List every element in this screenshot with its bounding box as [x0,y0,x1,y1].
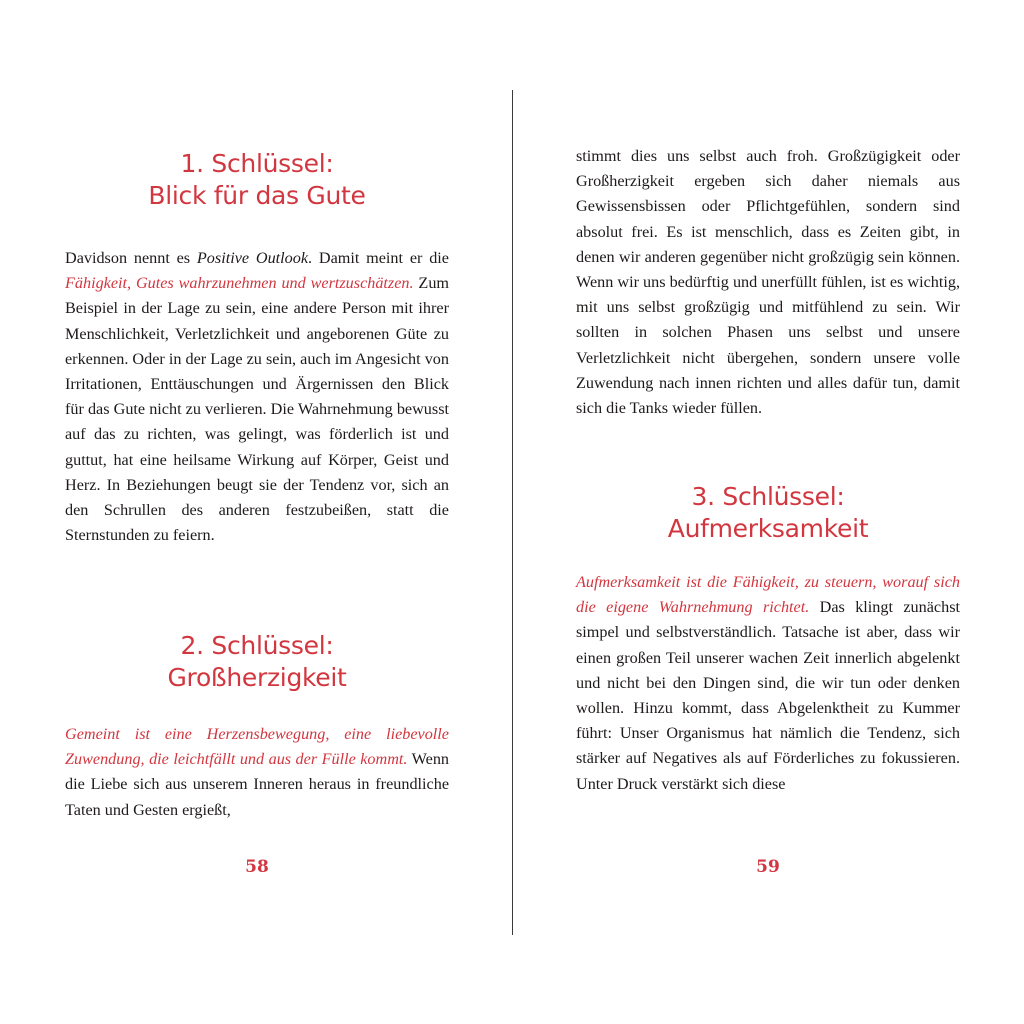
heading-key-1 [65,148,449,212]
paragraph-key-3 [576,570,960,797]
paragraph-italic-term: Positive Outlook [196,249,309,267]
paragraph-key-1 [65,246,449,548]
paragraph-text: Das klingt zunächst simpel und selbstverständlich. Tatsache ist aber, dass wir einen großen Teil unserer wachen Zeit innerlich abgelenkt und nicht bei den Dingen sind, die wir tun oder denken wollen. Hinzu kommt, dass Abgelenktheit zu Kummer führt: Unser Organismus hat nämlich die Tendenz, sich stärker auf Negatives als auf Förderliches zu fokussieren. Unter Druck verstärkt sich diese [576,598,960,793]
paragraph-text: Wenn die Liebe sich aus unserem Inneren heraus in freundliche Taten und Gesten ergießt, [65,750,450,819]
heading-key-2-title: Großherzigkeit [167,663,347,692]
heading-key-3 [576,481,960,545]
paragraph-text: . Damit meint er die [308,249,449,267]
paragraph-emphasis: Fähigkeit, Gutes wahrzunehmen und wertzuschätzen. [65,274,414,293]
paragraph-emphasis: Aufmerksamkeit ist die Fähigkeit, zu steuern, worauf sich die eigene Wahrnehmung richtet. [576,573,960,617]
heading-key-1-title: Blick für das Gute [148,181,366,210]
book-gutter-line [512,90,513,935]
page-number-right: 59 [756,857,780,877]
heading-key-3-title: Aufmerksamkeit [667,514,869,543]
paragraph-text: Davidson nennt es [65,249,197,267]
heading-key-2 [65,630,449,694]
paragraph-text: Zum Beispiel in der Lage zu sein, eine andere Person mit ihrer Menschlichkeit, Verletzlichkeit und angeborenen Güte zu erkennen. Oder in der Lage zu sein, auch im Angesicht von Irritationen, Enttäuschungen und Ärgernissen den Blick für das Gute nicht zu verlieren. Die Wahrnehmung bewusst auf das zu richten, was gelingt, was förderlich ist und guttut, hat eine heilsame Wirkung auf Körper, Geist und Herz. In Beziehungen beugt sie der Tendenz vor, sich an den Schrullen des anderen festzubeißen, statt die Sternstunden zu feiern. [65,274,449,545]
heading-key-3-number: 3. Schlüssel: [691,482,845,511]
heading-key-1-number: 1. Schlüssel: [180,149,334,178]
heading-key-2-number: 2. Schlüssel: [180,631,334,660]
page-number-left: 58 [245,857,269,877]
paragraph-emphasis: Gemeint ist eine Herzensbewegung, eine liebevolle Zuwendung, die leichtfällt und aus der Fülle kommt. [65,725,449,769]
paragraph-continued: stimmt dies uns selbst auch froh. Großzügigkeit oder Großherzigkeit ergeben sich daher niemals aus Gewissensbissen oder Pflichtgefühlen, sondern sind absolut frei. Es ist menschlich, dass es Zeiten gibt, in denen wir anderen gegenüber nicht großzügig sein können. Wenn wir uns bedürftig und unerfüllt fühlen, ist es wichtig, mit uns selbst großzügig und mitfühlend zu sein. Wir sollten in solchen Phasen uns selbst und unsere Verletzlichkeit nicht übergehen, sondern unsere volle Zuwendung nach innen richten und alles dafür tun, damit sich die Tanks wieder füllen. [576,147,960,418]
paragraph-key-2 [65,722,449,823]
